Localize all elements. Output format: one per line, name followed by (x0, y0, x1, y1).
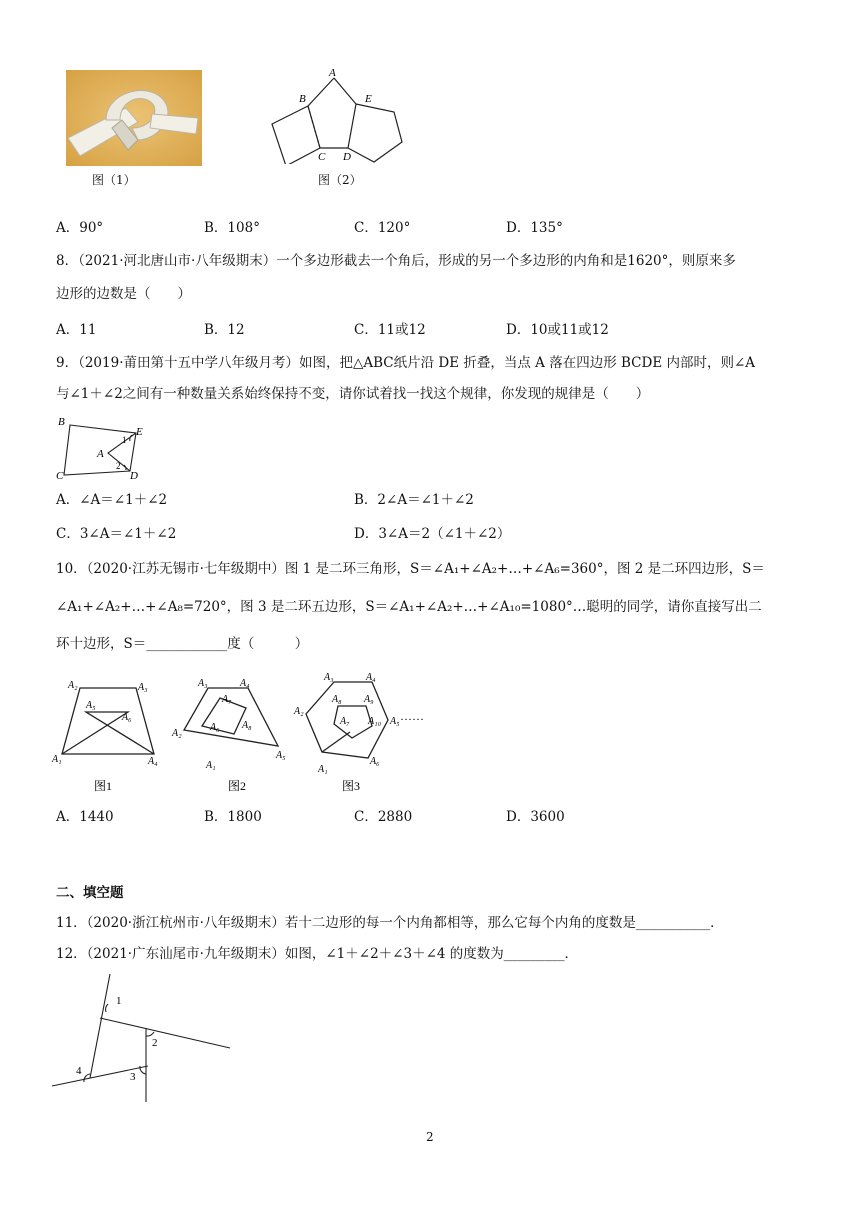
q10-f3-label-A8: A₈ (332, 694, 342, 705)
q10-fig2-caption: 图2 (228, 779, 247, 793)
q9-stem-line2: 与∠1＋∠2之间有一种数量关系始终保持不变，请你试着找一找这个规律，你发现的规律是（ ） (56, 386, 650, 402)
q10-f2-label-A6: A₆ (210, 722, 220, 733)
label-D: D (343, 151, 351, 163)
q10-f1-label-A5: A₅ (86, 700, 96, 711)
q9-label-2: 2 (116, 461, 121, 471)
section-title-fill-blank: 二、填空题 (56, 885, 124, 901)
q9-option-a[interactable]: A．∠A＝∠1＋∠2 (56, 492, 168, 508)
q10-f2-label-A3: A₃ (198, 678, 208, 689)
q10-fig1-caption: 图1 (94, 779, 113, 793)
figure-2-caption: 图（2） (318, 173, 362, 187)
q9-label-A: A (97, 448, 104, 460)
q10-option-d[interactable]: D．3600 (506, 809, 565, 825)
q9-label-D: D (130, 470, 138, 482)
q10-f3-label-A4: A₄ (366, 672, 376, 683)
label-C: C (318, 151, 326, 163)
q9-label-B: B (58, 416, 65, 428)
label-B: B (299, 93, 306, 105)
q7-option-a[interactable]: A．90° (56, 220, 104, 236)
q10-f1-label-A1: A₁ (52, 754, 62, 765)
q10-f1-label-A2: A₂ (68, 680, 78, 691)
q10-f2-label-A1: A₁ (206, 760, 216, 771)
q8-option-a[interactable]: A．11 (56, 322, 97, 338)
q9-figure (54, 413, 154, 483)
q10-f2-label-A5: A₅ (276, 750, 286, 761)
q10-option-b[interactable]: B．1800 (204, 809, 262, 825)
q7-option-b[interactable]: B．108° (204, 220, 260, 236)
q7-option-d[interactable]: D．135° (506, 220, 563, 236)
figure-1-photo (66, 70, 202, 166)
q9-label-C: C (56, 470, 64, 482)
q12-label-4: 4 (76, 1065, 82, 1077)
q11-stem: 11．（2020·浙江杭州市·八年级期末）若十二边形的每一个内角都相等，那么它每个内角的度数是___________． (56, 915, 724, 931)
q8-stem-line2: 边形的边数是（ ） (56, 286, 191, 302)
q10-f1-label-A6: A₆ (122, 712, 132, 723)
q9-stem-line1: 9．（2019·莆田第十五中学八年级月考）如图，把△ABC纸片沿 DE 折叠，当点 A 落在四边形 BCDE 内部时，则∠A (56, 355, 756, 371)
q10-f3-label-A9: A₉ (364, 694, 374, 705)
q10-f1-label-A3: A₃ (138, 682, 148, 693)
figure-2-diagram (262, 64, 410, 164)
q12-label-1: 1 (116, 995, 122, 1007)
q10-f2-label-A7: A₇ (222, 694, 232, 705)
q10-ellipsis: …… (400, 709, 424, 723)
q8-option-b[interactable]: B．12 (204, 322, 245, 338)
q10-stem-line3: 环十边形，S＝____________度（ ） (56, 636, 309, 652)
q9-label-E: E (136, 426, 143, 438)
label-E: E (365, 93, 372, 105)
q10-f2-label-A2: A₂ (172, 728, 182, 739)
q10-f3-label-A7: A₇ (340, 716, 350, 727)
q12-stem: 12．（2021·广东汕尾市·九年级期末）如图，∠1＋∠2＋∠3＋∠4 的度数为_________． (56, 946, 579, 962)
q9-option-d[interactable]: D．3∠A＝2（∠1＋∠2） (354, 526, 511, 542)
q10-fig3-caption: 图3 (342, 779, 361, 793)
figure-1-caption: 图（1） (92, 173, 136, 187)
q8-stem-line1: 8．（2021·河北唐山市·八年级期末）一个多边形截去一个角后，形成的另一个多边形的内角和是1620°，则原来多 (56, 253, 736, 269)
q12-label-2: 2 (152, 1037, 158, 1049)
q10-figures (50, 668, 430, 796)
q10-f3-label-A3: A₃ (324, 672, 334, 683)
q10-stem-line1: 10．（2020·江苏无锡市·七年级期中）图 1 是二环三角形，S＝∠A₁+∠A₂+…+∠A₆=360°，图 2 是二环四边形，S＝ (56, 561, 765, 577)
q10-option-a[interactable]: A．1440 (56, 809, 114, 825)
q12-figure (50, 970, 232, 1108)
q10-f2-label-A4: A₄ (240, 678, 250, 689)
q10-f1-label-A4: A₄ (148, 756, 158, 767)
q10-option-c[interactable]: C．2880 (354, 809, 413, 825)
q7-option-c[interactable]: C．120° (354, 220, 411, 236)
q10-f3-label-A5: A₅ (390, 716, 400, 727)
q10-f2-label-A8: A₈ (242, 720, 252, 731)
q12-label-3: 3 (130, 1071, 136, 1083)
q10-stem-line2: ∠A₁+∠A₂+…+∠A₈=720°，图 3 是二环五边形，S＝∠A₁+∠A₂+…+∠A₁₀=1080°…聪明的同学，请你直接写出二 (56, 599, 762, 615)
q8-option-c[interactable]: C．11或12 (354, 322, 426, 338)
q9-option-c[interactable]: C．3∠A＝∠1＋∠2 (56, 526, 177, 542)
q9-label-1: 1 (122, 435, 127, 445)
q9-option-b[interactable]: B．2∠A＝∠1＋∠2 (354, 492, 474, 508)
q10-f3-label-A10: A₁₀ (368, 716, 382, 727)
label-A: A (329, 67, 336, 79)
q10-f3-label-A1: A₁ (318, 764, 328, 775)
q10-f3-label-A2: A₂ (294, 706, 304, 717)
q10-f3-label-A6: A₆ (370, 756, 380, 767)
page-number: 2 (426, 1130, 434, 1144)
q8-option-d[interactable]: D．10或11或12 (506, 322, 609, 338)
